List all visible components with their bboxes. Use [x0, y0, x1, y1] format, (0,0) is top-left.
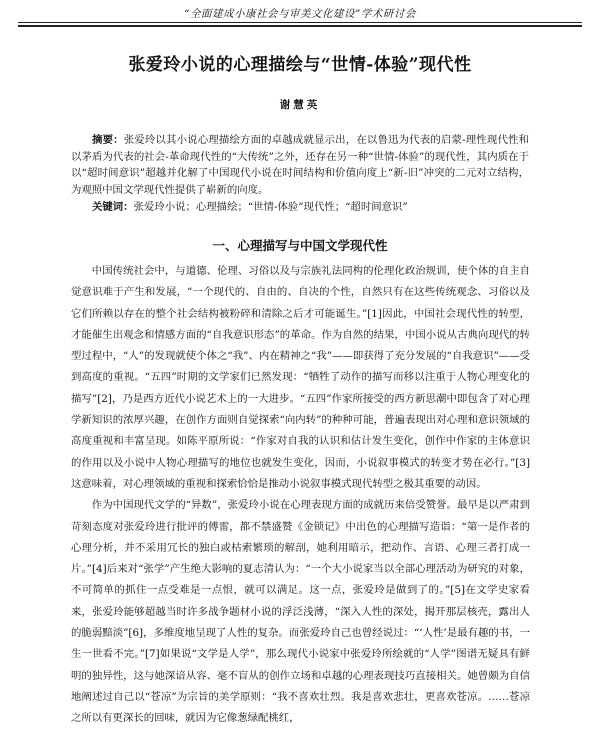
section-heading: 一、心理描写与中国文学现代性 — [212, 238, 388, 253]
keywords-text: 张爱玲小说；心理描绘；“世情-体验”现代性；“超时间意识” — [133, 201, 408, 213]
article-title: 张爱玲小说的心理描绘与“世情-体验”现代性 — [128, 55, 472, 75]
running-header: “全面建成小康社会与审美文化建设”学术研讨会 — [184, 8, 416, 20]
keywords — [71, 199, 529, 216]
abstract-text: 张爱玲以其小说心理描绘方面的卓越成就显示出，在以鲁迅为代表的启蒙-理性现代性和以茅盾为代表的社会-革命现代性的“大传统”之外，还存在另一种“世情-体验”的现代性，其内质在于以“超时间意识”超越并化解了中国现代小说在时间结构和价值向度上“新-旧”冲突的二元对立结构，为观照中国文学现代性提供了崭新的向度。 — [71, 134, 529, 196]
keywords-label: 关键词： — [92, 201, 134, 213]
header-rule-top — [18, 22, 582, 23]
header-rule-bottom — [18, 25, 582, 27]
paragraph-2: 作为中国现代文学的“异数”，张爱玲小说在心理表现方面的成就历来倍受赞誉。最早是以严肃到苛刻态度对张爱玲进行批评的傅雷，都不禁盛赞《金锁记》中出色的心理描写造诣：“第一是作者的心理分析，并不采用冗长的独白或枯索繁琐的解剖，她利用暗示，把动作、言语、心理三者打成一片。”[4]后来对“张学”产生绝大影响的夏志清认为：“一个大小说家当以全部心理活动为研究的对象，不可简单的抓住一点受难是一点恨，就可以满足。这一点，张爱玲是做到了的。”[5]在文学史家看来，张爱玲能够超越当时许多战争题材小说的浮泛浅薄，“深入人性的深处，揭开那层核壳，露出人的脆弱黯淡”[6]，多维度地呈现了人性的复杂。而张爱玲自己也曾经说过：“‘人性’是最有趣的书，一生一世看不完。”[7]如果说“文学是人学”，那么现代小说家中张爱玲所绘就的“人学”图谱无疑具有鲜明的独异性，这与她深谙从容、毫不盲从的创作立场和卓越的心理表现技巧直接相关。她曾颇为自信地阐述过自己以“苍凉”为宗旨的美学原则：“我不喜欢壮烈。我是喜欢悲壮，更喜欢苍凉。……苍凉之所以有更深长的回味，就因为它像葱绿配桃红， — [71, 499, 530, 725]
body-text — [71, 261, 530, 730]
author-name: 谢慧英 — [279, 99, 321, 111]
abstract — [71, 132, 529, 198]
paragraph-1: 中国传统社会中，与道德、伦理、习俗以及与宗族礼法同构的伦理化政治规训，使个体的自主自觉意识难于产生和发展，“一个现代的、自由的、自决的个性，自然只有在这些传统观念、习俗以及它们所赖以存在的整个社会结构被粉碎和清除之后才可能诞生。”[1]因此，中国社会现代性的转型，才能催生出观念和情感方面的“自我意识形态”的革命。作为自然的结果，中国小说从古典向现代的转型过程中，“人”的发现就使个体之“我”、内在精神之“我”——即获得了充分发展的“自我意识”——受到高度的重视。“五四”时期的文学家们已然发现：“牺牲了动作的描写而移以注重于人物心理变化的描写”[2]，乃是西方近代小说艺术上的一大进步。“五四”作家所接受的西方新思潮中即包含了对心理学新知识的浓厚兴趣，在创作方面则自觉探索“向内转”的种种可能，普遍表现出对心理和意识领域的高度重视和丰富呈现。如陈平原所说：“作家对自我的认识和估计发生变化，创作中作家的主体意识的作用以及小说中人物心理描写的地位也就发生变化，因而，小说叙事模式的转变才势在必行。”[3]这意味着，对心理领域的重视和探索恰恰是推动小说叙事模式现代转型之极其重要的动因。 — [71, 265, 530, 490]
abstract-label: 摘要： — [92, 134, 124, 146]
